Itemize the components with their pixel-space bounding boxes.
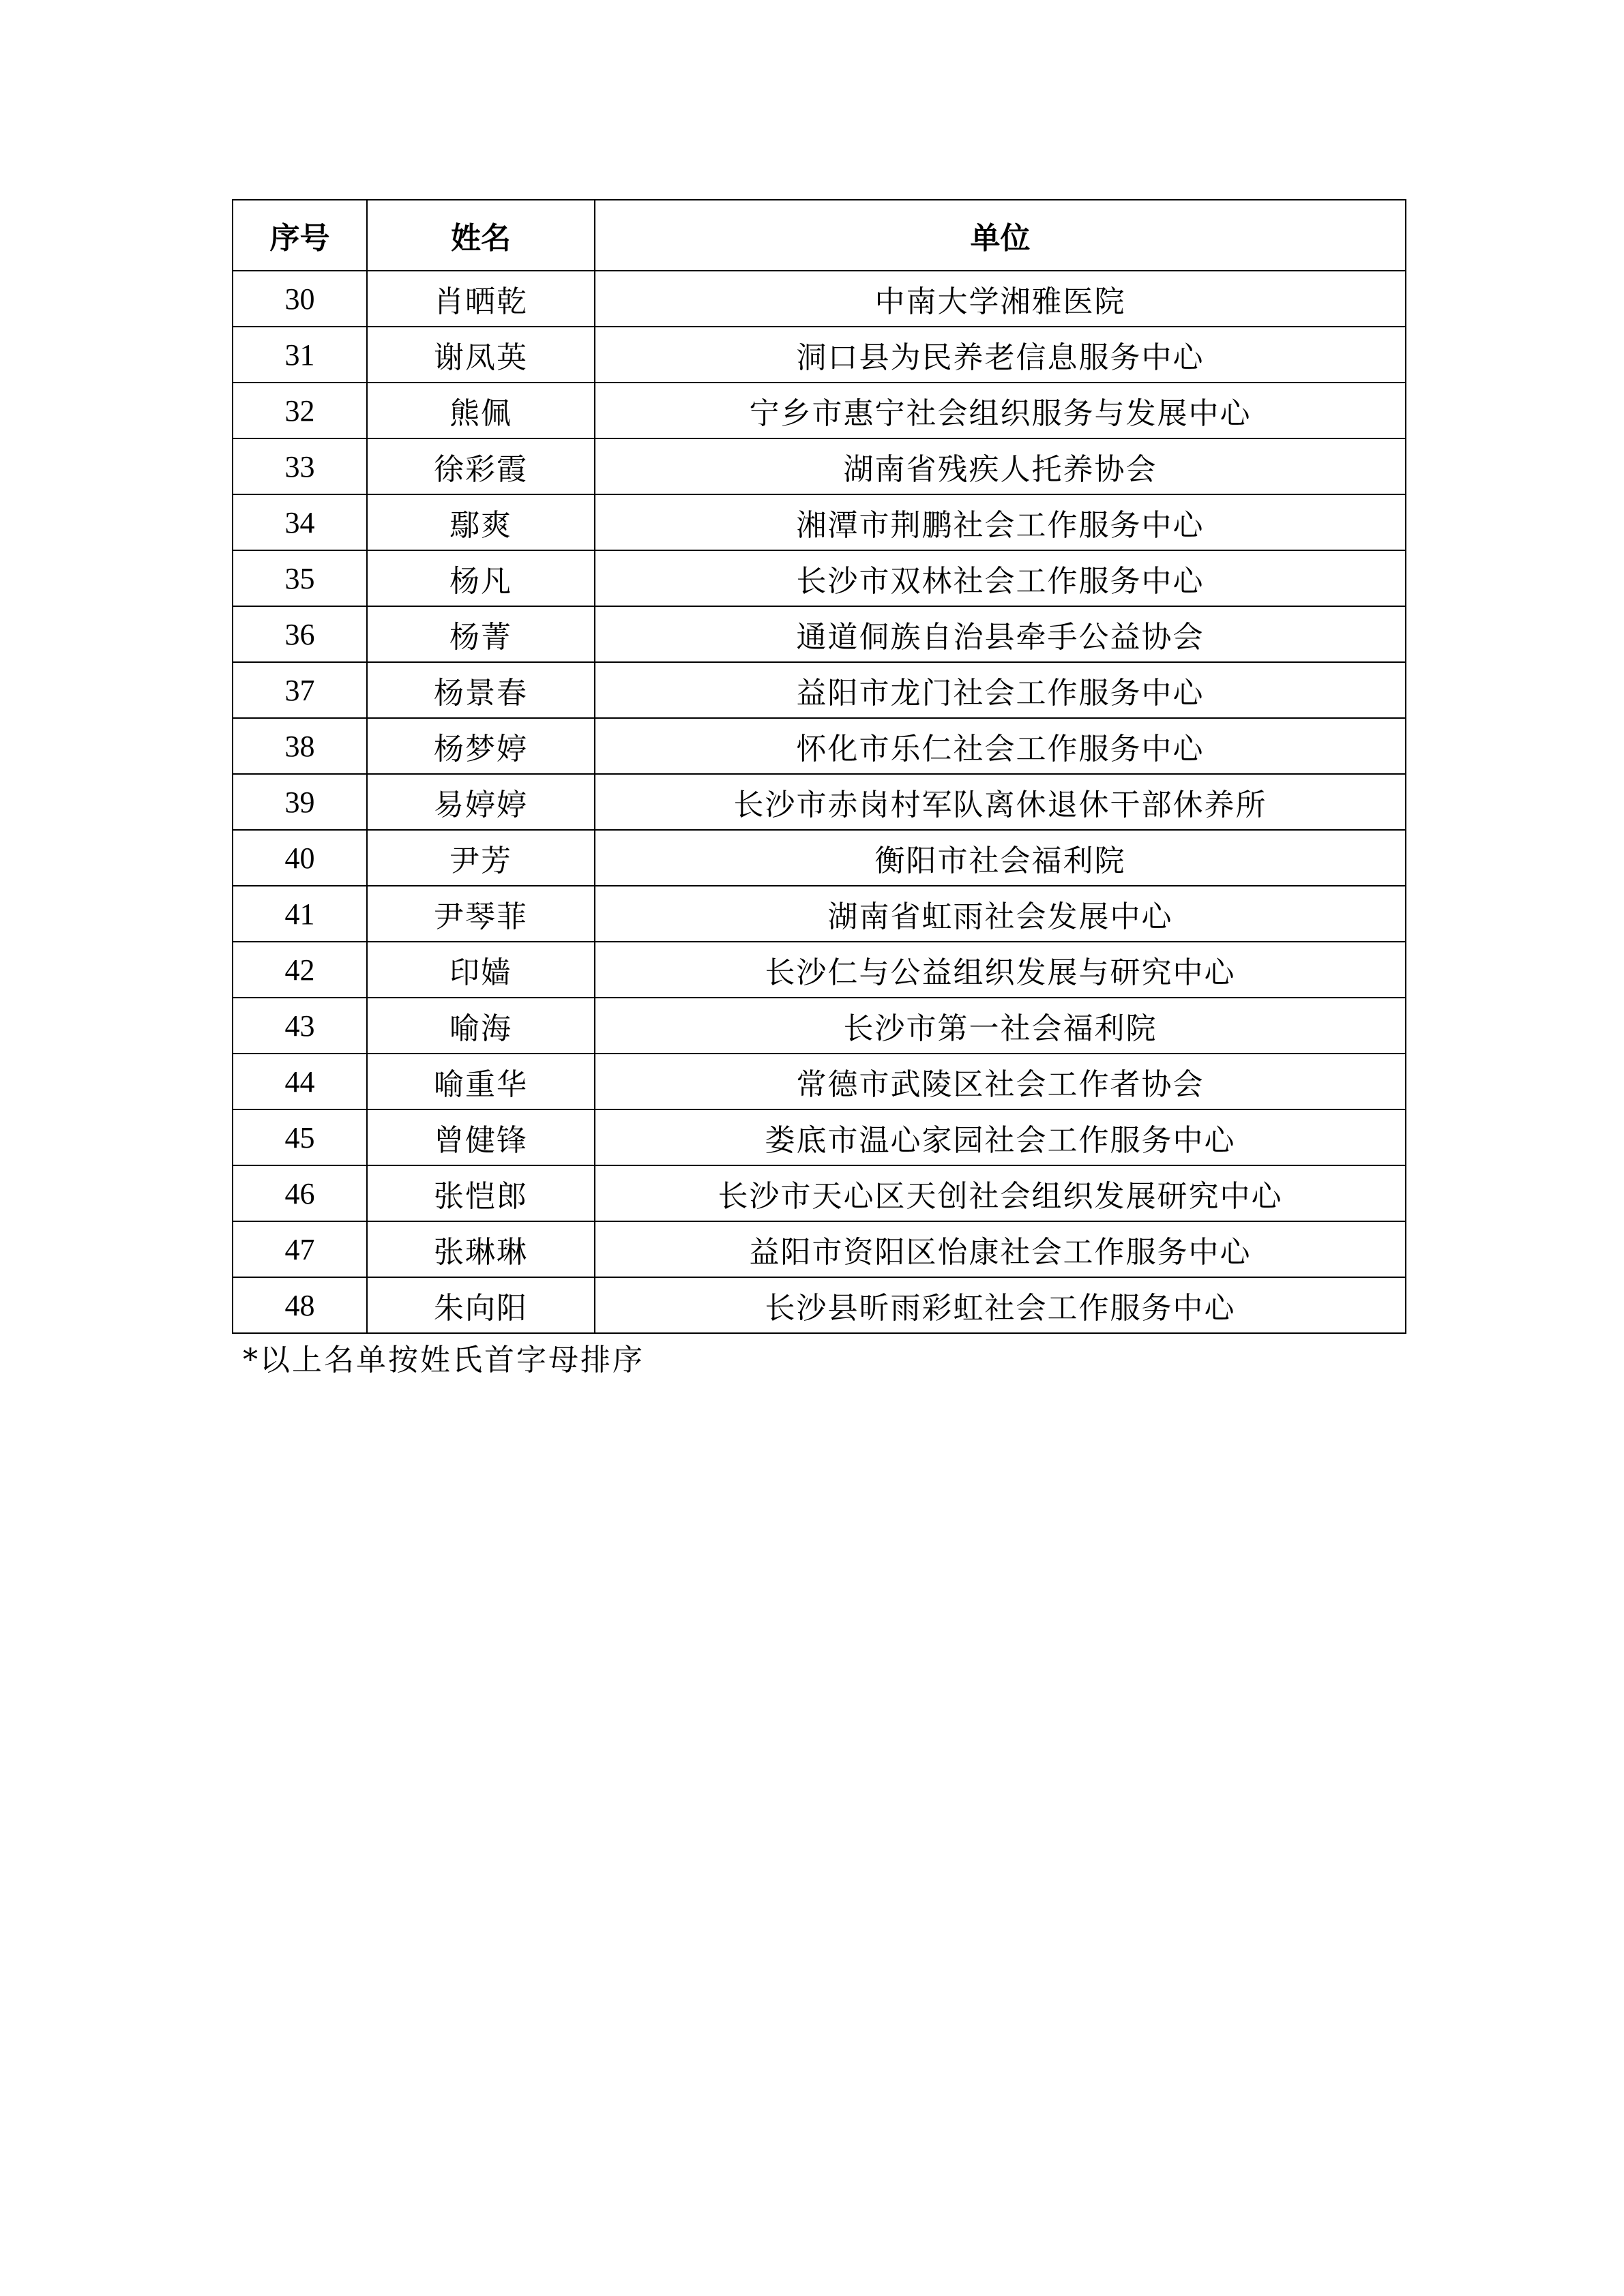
cell-index: 33 [233,438,367,494]
cell-name: 徐彩霞 [367,438,595,494]
table-row [233,1054,1406,1109]
cell-index: 35 [233,550,367,606]
cell-unit: 宁乡市惠宁社会组织服务与发展中心 [595,383,1406,438]
header-name: 姓名 [367,200,595,271]
cell-index: 39 [233,774,367,830]
cell-unit: 娄底市温心家园社会工作服务中心 [595,1109,1406,1165]
cell-unit: 长沙市赤岗村军队离休退休干部休养所 [595,774,1406,830]
cell-unit: 长沙市天心区天创社会组织发展研究中心 [595,1165,1406,1221]
cell-index: 30 [233,271,367,327]
cell-index: 31 [233,327,367,383]
cell-unit: 长沙市第一社会福利院 [595,998,1406,1054]
table-row [233,886,1406,942]
cell-name: 鄢爽 [367,494,595,550]
cell-unit: 衡阳市社会福利院 [595,830,1406,886]
cell-index: 45 [233,1109,367,1165]
cell-unit: 洞口县为民养老信息服务中心 [595,327,1406,383]
table-row [233,830,1406,886]
cell-unit: 湖南省虹雨社会发展中心 [595,886,1406,942]
cell-name: 易婷婷 [367,774,595,830]
table-row [233,550,1406,606]
cell-index: 42 [233,942,367,998]
cell-name: 杨菁 [367,606,595,662]
cell-name: 印嫱 [367,942,595,998]
table-row [233,1277,1406,1333]
table-row [233,494,1406,550]
header-unit: 单位 [595,200,1406,271]
cell-index: 34 [233,494,367,550]
cell-name: 杨景春 [367,662,595,718]
table-row [233,606,1406,662]
table-row [233,774,1406,830]
cell-name: 杨梦婷 [367,718,595,774]
cell-name: 谢凤英 [367,327,595,383]
cell-name: 尹琴菲 [367,886,595,942]
cell-index: 37 [233,662,367,718]
cell-name: 曾健锋 [367,1109,595,1165]
table-row [233,662,1406,718]
cell-unit: 长沙县昕雨彩虹社会工作服务中心 [595,1277,1406,1333]
cell-unit: 通道侗族自治县牵手公益协会 [595,606,1406,662]
cell-unit: 益阳市资阳区怡康社会工作服务中心 [595,1221,1406,1277]
cell-name: 朱向阳 [367,1277,595,1333]
cell-name: 张恺郎 [367,1165,595,1221]
cell-unit: 常德市武陵区社会工作者协会 [595,1054,1406,1109]
cell-index: 32 [233,383,367,438]
cell-index: 41 [233,886,367,942]
cell-index: 43 [233,998,367,1054]
table-row [233,942,1406,998]
header-index: 序号 [233,200,367,271]
table-row [233,383,1406,438]
cell-index: 44 [233,1054,367,1109]
cell-name: 张琳琳 [367,1221,595,1277]
cell-unit: 长沙市双林社会工作服务中心 [595,550,1406,606]
cell-unit: 中南大学湘雅医院 [595,271,1406,327]
table-row [233,998,1406,1054]
table-row [233,1165,1406,1221]
cell-name: 肖晒乾 [367,271,595,327]
cell-index: 48 [233,1277,367,1333]
table-row [233,271,1406,327]
cell-name: 喻重华 [367,1054,595,1109]
cell-unit: 长沙仁与公益组织发展与研究中心 [595,942,1406,998]
cell-index: 46 [233,1165,367,1221]
table-header-row [233,200,1406,271]
table-row [233,327,1406,383]
cell-index: 40 [233,830,367,886]
cell-unit: 湖南省残疾人托养协会 [595,438,1406,494]
cell-index: 38 [233,718,367,774]
cell-name: 杨凡 [367,550,595,606]
table-row [233,1109,1406,1165]
cell-unit: 湘潭市荆鹏社会工作服务中心 [595,494,1406,550]
cell-index: 47 [233,1221,367,1277]
roster-table [232,199,1406,1334]
table-row [233,438,1406,494]
cell-name: 熊佩 [367,383,595,438]
table-row [233,718,1406,774]
footnote: *以上名单按姓氏首字母排序 [243,1343,645,1377]
cell-unit: 益阳市龙门社会工作服务中心 [595,662,1406,718]
cell-unit: 怀化市乐仁社会工作服务中心 [595,718,1406,774]
table-row [233,1221,1406,1277]
table-body [233,271,1406,1333]
cell-name: 尹芳 [367,830,595,886]
cell-name: 喻海 [367,998,595,1054]
cell-index: 36 [233,606,367,662]
